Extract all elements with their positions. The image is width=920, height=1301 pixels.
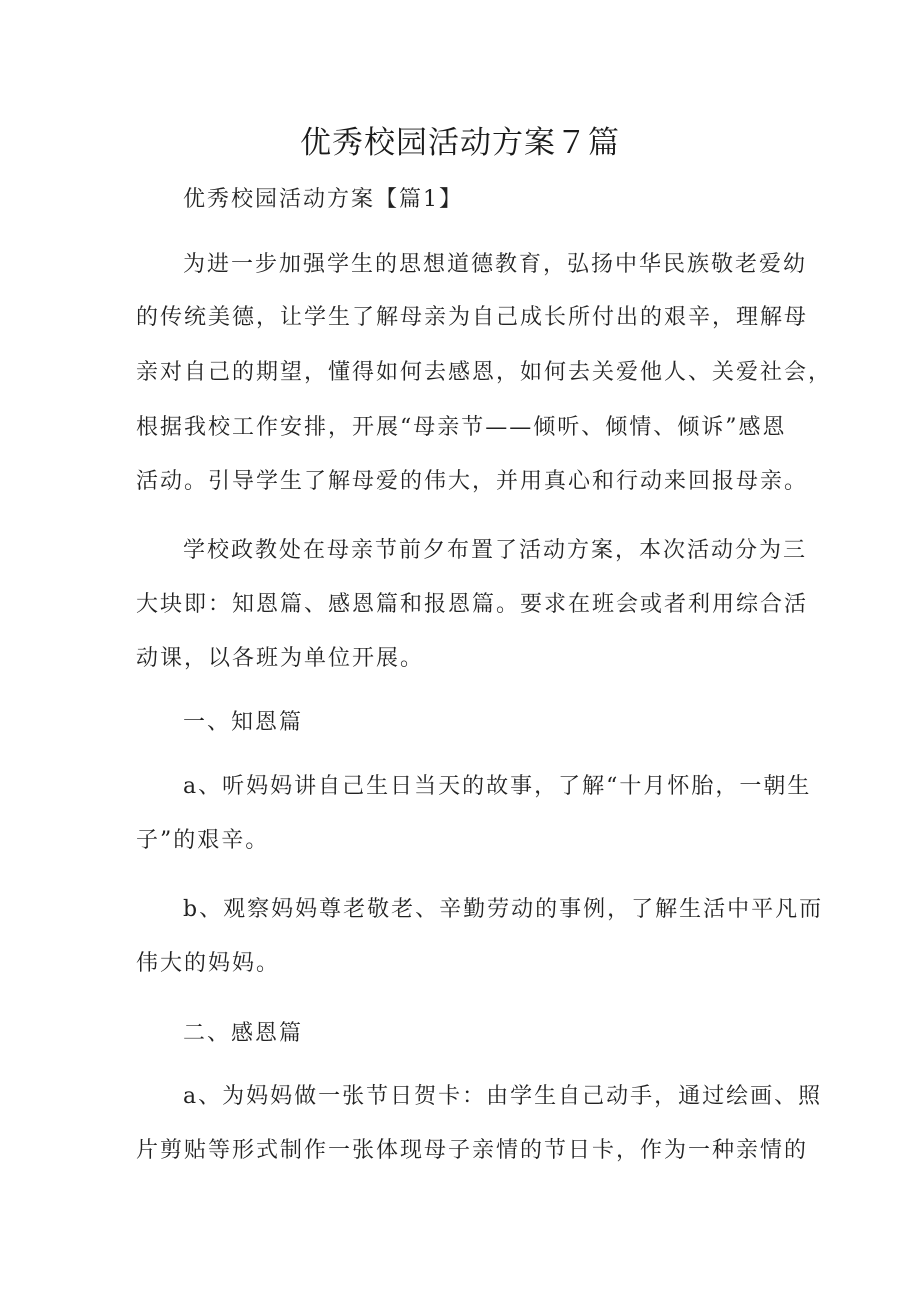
document-title: 优秀校园活动方案７篇: [300, 125, 620, 161]
paragraph-1-line-3: 亲对自己的期望，懂得如何去感恩，如何去关爱他人、关爱社会，: [136, 360, 833, 385]
paragraph-1-line-2: 的传统美德，让学生了解母亲为自己成长所付出的艰辛，理解母: [136, 305, 809, 330]
paragraph-1-line-5: 活动。引导学生了解母爱的伟大，并用真心和行动来回报母亲。: [136, 469, 809, 494]
paragraph-1-line-1: 为进一步加强学生的思想道德教育，弘扬中华民族敬老爱幼: [183, 252, 808, 277]
section-heading: 优秀校园活动方案【篇1】: [183, 187, 463, 212]
paragraph-1-line-4: 根据我校工作安排，开展“母亲节——倾听、倾情、倾诉”感恩: [136, 415, 787, 440]
paragraph-5-line-1: a、为妈妈做一张节日贺卡：由学生自己动手，通过绘画、照: [183, 1084, 823, 1109]
paragraph-2-line-1: 学校政教处在母亲节前夕布置了活动方案，本次活动分为三: [183, 538, 808, 563]
paragraph-2-line-2: 大块即：知恩篇、感恩篇和报恩篇。要求在班会或者利用综合活: [136, 592, 809, 617]
subheading-2: 二、感恩篇: [183, 1021, 304, 1046]
paragraph-3-line-2: 子”的艰辛。: [136, 828, 270, 853]
paragraph-2-line-3: 动课，以各班为单位开展。: [136, 646, 425, 671]
paragraph-4-line-2: 伟大的妈妈。: [136, 951, 281, 976]
paragraph-3-line-1: a、听妈妈讲自己生日当天的故事，了解“十月怀胎，一朝生: [183, 774, 812, 799]
paragraph-4-line-1: b、观察妈妈尊老敬老、辛勤劳动的事例，了解生活中平凡而: [183, 897, 824, 922]
subheading-1: 一、知恩篇: [183, 710, 304, 735]
paragraph-5-line-2: 片剪贴等形式制作一张体现母子亲情的节日卡，作为一种亲情的: [136, 1138, 809, 1163]
